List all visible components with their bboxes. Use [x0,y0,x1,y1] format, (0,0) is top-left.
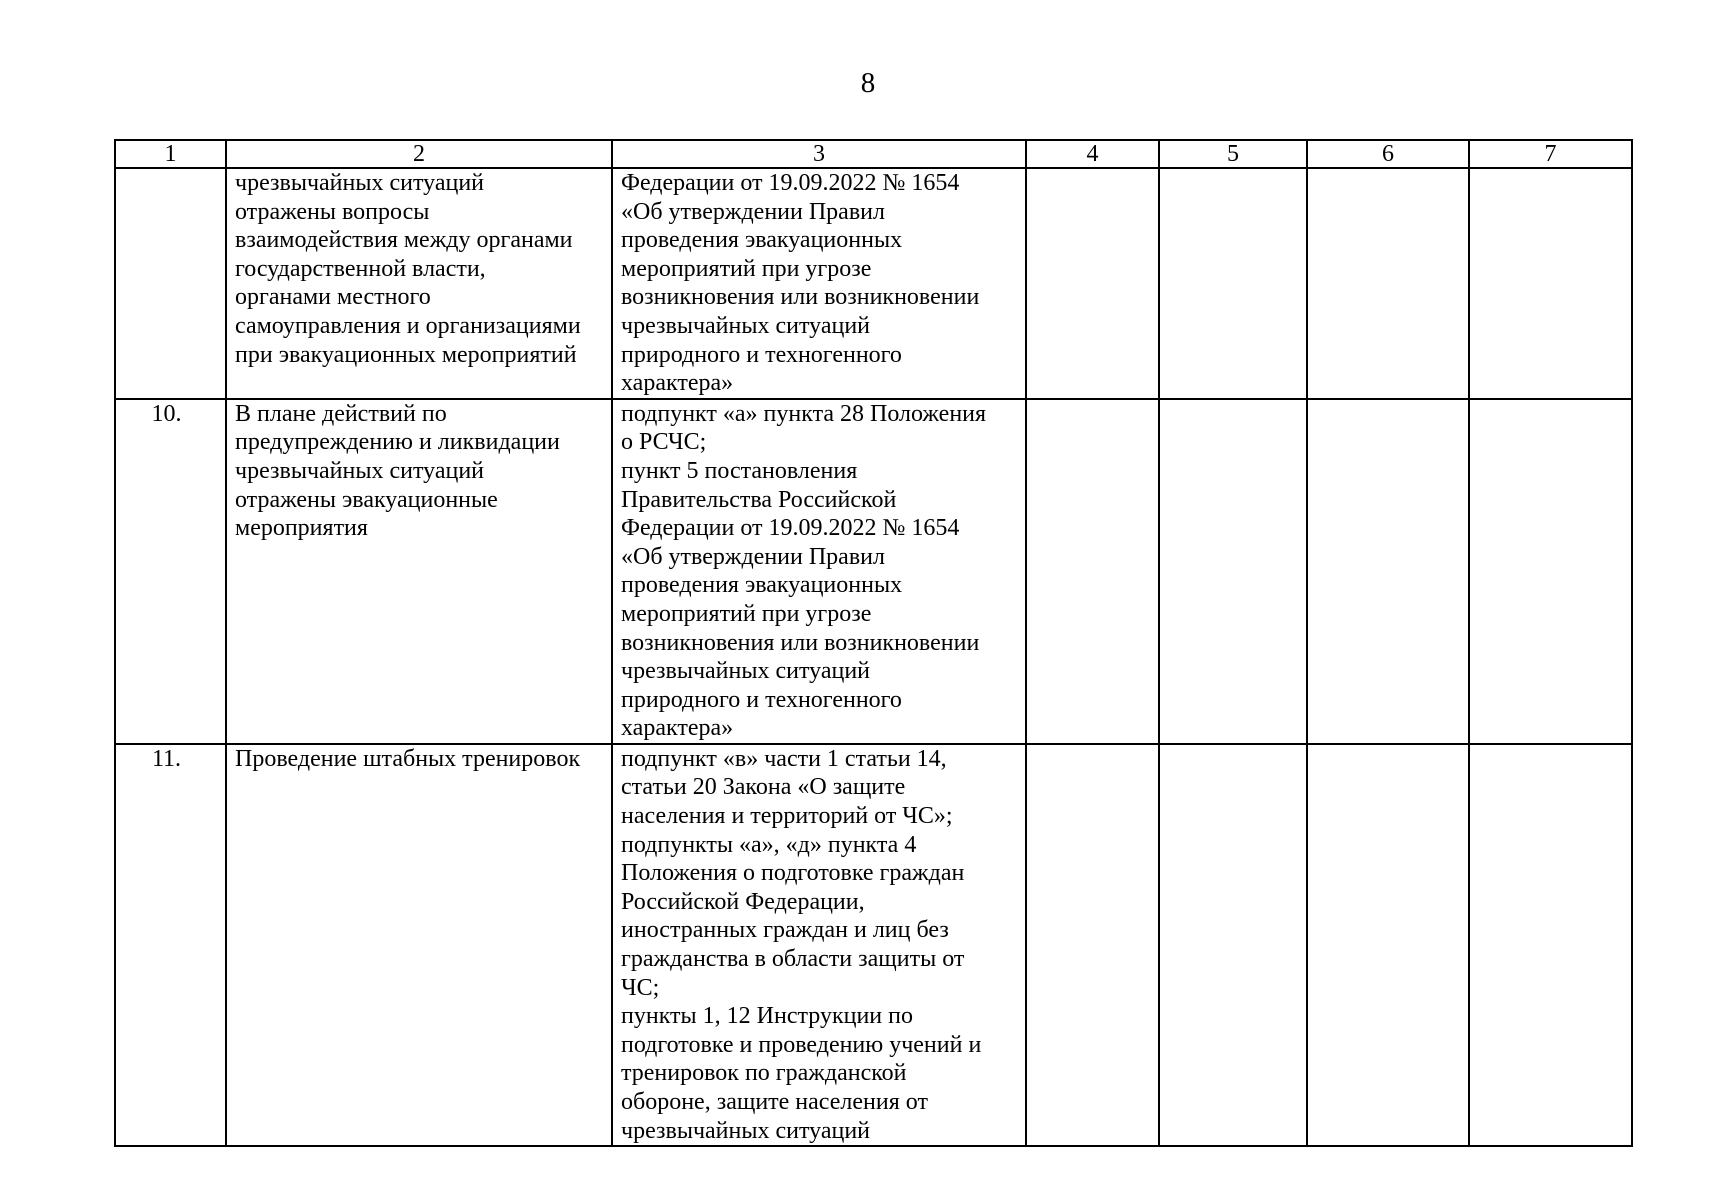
table-row [115,399,1632,744]
cell-text-line: пункты 1, 12 Инструкции по [621,1003,913,1030]
cell-text-line: мероприятий при угрозе [621,600,872,627]
cell-text-line: Правительства Российской [621,486,897,513]
empty-cell [1159,744,1307,1146]
cell-text-line: чрезвычайных ситуаций [235,457,485,484]
cell-text-line: мероприятия [235,515,368,542]
requirement-cell [226,744,612,1146]
cell-text-line: о РСЧС; [621,429,707,456]
requirement-cell [226,399,612,744]
cell-text-line: подпункт «а» пункта 28 Положения [621,400,987,427]
cell-text-line: обороне, защите населения от [621,1089,928,1115]
cell-text-line: при эвакуационных мероприятий [235,341,577,368]
cell-text-line: подпункт «в» части 1 статьи 14, [621,745,947,772]
cell-text-line: чрезвычайных ситуаций [621,1117,871,1144]
cell-text-line: отражены вопросы [235,198,430,225]
cell-text-line: характера» [621,715,734,742]
cell-text-line: мероприятий при угрозе [621,255,872,282]
cell-text-line: иностранных граждан и лиц без [621,917,949,944]
empty-cell [1026,744,1159,1146]
cell-text-line: В плане действий по [235,400,447,427]
row-number: 10. [115,399,226,744]
empty-cell [1307,744,1469,1146]
header-cell: 2 [226,140,612,168]
legal-basis-cell [612,399,1026,744]
cell-text-line: чрезвычайных ситуаций [235,170,485,196]
cell-text-line: пункт 5 постановления [621,457,858,484]
cell-text-line: Российской Федерации, [621,888,865,915]
cell-text-line: ЧС; [621,974,660,1001]
cell-text-line: предупреждению и ликвидации [235,429,560,456]
header-cell: 6 [1307,140,1469,168]
empty-cell [1307,399,1469,744]
header-cell: 3 [612,140,1026,168]
empty-cell [1307,168,1469,399]
empty-cell [1469,399,1632,744]
header-cell: 1 [115,140,226,168]
cell-text-line: природного и техногенного [621,341,902,368]
empty-cell [1159,399,1307,744]
checklist-table [114,139,1633,1147]
cell-text-line: возникновения или возникновении [621,284,980,311]
table-row [115,744,1632,1146]
row-number: 11. [115,744,226,1146]
cell-text-line: Федерации от 19.09.2022 № 1654 [621,515,960,542]
cell-text-line: статьи 20 Закона «О защите [621,774,906,801]
cell-text-line: природного и техногенного [621,686,902,713]
cell-text-line: чрезвычайных ситуаций [621,658,871,685]
empty-cell [1026,168,1159,399]
table-row [115,168,1632,399]
cell-text-line: самоуправления и организациями [235,312,581,339]
page-number: 8 [860,67,876,99]
cell-text-line: чрезвычайных ситуаций [621,312,871,339]
header-cell: 5 [1159,140,1307,168]
cell-text-line: Положения о подготовке граждан [621,860,965,887]
cell-text-line: взаимодействия между органами [235,227,573,254]
cell-text-line: «Об утверждении Правил [621,198,885,225]
cell-text-line: тренировок по гражданской [621,1060,907,1087]
legal-basis-cell [612,744,1026,1146]
empty-cell [1469,744,1632,1146]
header-cell: 4 [1026,140,1159,168]
cell-text-line: подготовке и проведению учений и [621,1031,982,1058]
cell-text-line: отражены эвакуационные [235,486,498,513]
legal-basis-cell [612,168,1026,399]
cell-text-line: государственной власти, [235,255,486,282]
row-number [115,168,226,399]
cell-text-line: проведения эвакуационных [621,572,903,599]
cell-text-line: подпункты «а», «д» пункта 4 [621,831,917,858]
cell-text-line: проведения эвакуационных [621,227,903,254]
cell-text-line: гражданства в области защиты от [621,946,965,973]
cell-text-line: характера» [621,370,734,397]
requirement-cell [226,168,612,399]
cell-text-line: Проведение штабных тренировок [235,745,581,772]
cell-text-line: Федерации от 19.09.2022 № 1654 [621,170,960,196]
header-row [115,140,1632,168]
header-cell: 7 [1469,140,1632,168]
empty-cell [1469,168,1632,399]
empty-cell [1159,168,1307,399]
empty-cell [1026,399,1159,744]
cell-text-line: органами местного [235,284,431,311]
cell-text-line: «Об утверждении Правил [621,543,885,570]
cell-text-line: населения и территорий от ЧС»; [621,803,953,830]
cell-text-line: возникновения или возникновении [621,629,980,656]
